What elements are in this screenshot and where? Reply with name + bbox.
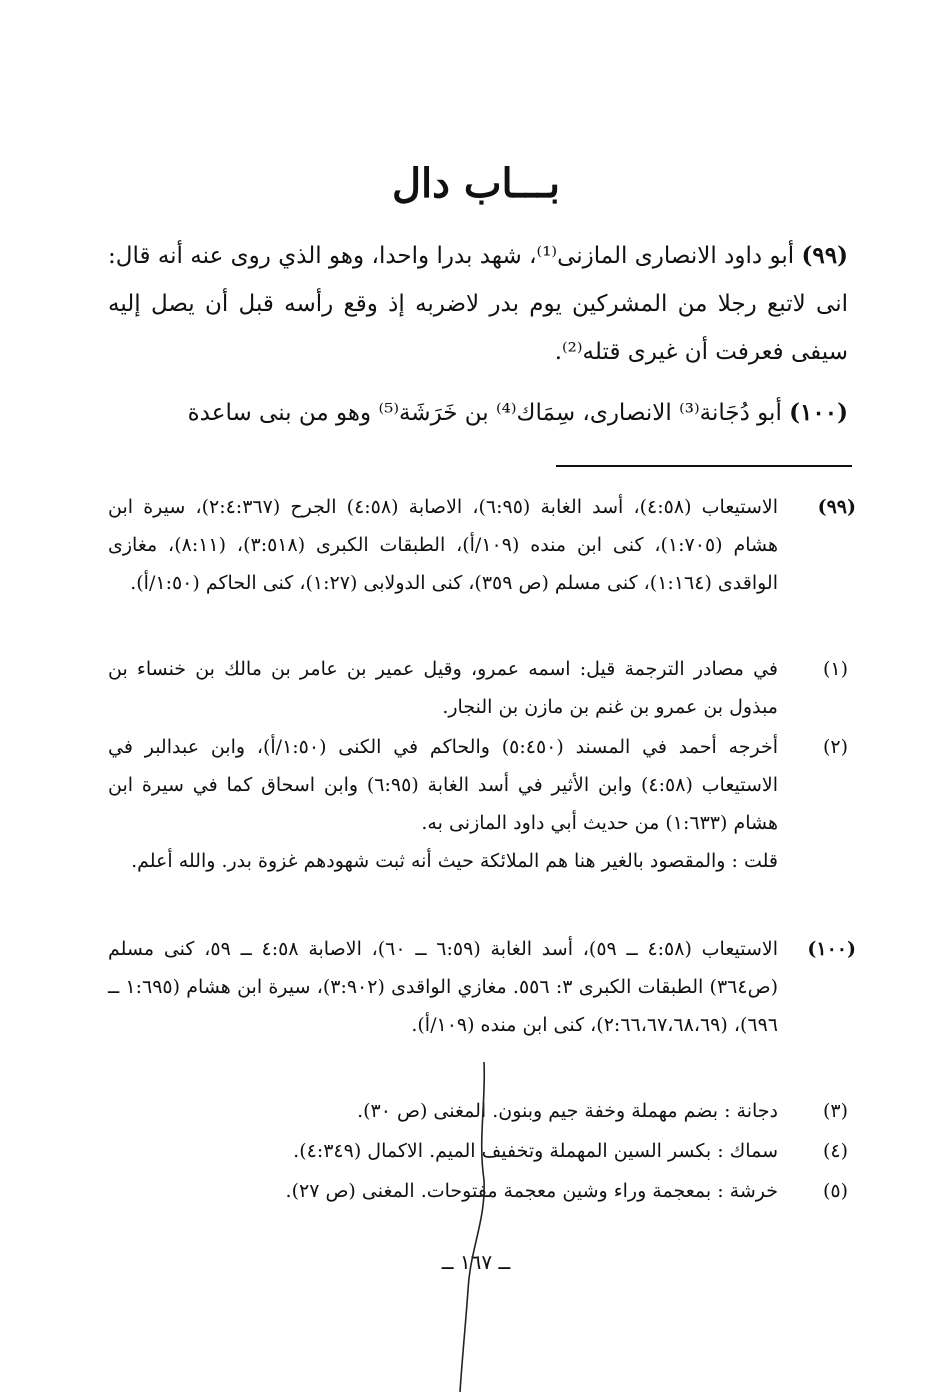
footnote-number: (٣): [822, 1100, 848, 1122]
entry-text: أبو دُجَانة⁽³⁾ الانصارى، سِمَاك⁽⁴⁾ بن خَرَشَة⁽⁵⁾ وهو من بنى ساعدة: [187, 400, 782, 426]
footnote-text: أخرجه أحمد في المسند (٥:٤٥٠) والحاكم في الكنى (١:٥٠/أ)، وابن عبدالبر في الاستيعاب (٤:٥٨) وابن الأثير في أسد الغابة (٦:٩٥) وابن اسحاق كما في سيرة ابن هشام (١:٦٣٣) من حديث أبي داود المازنى به.: [108, 736, 779, 834]
entry-number: (٩٩): [801, 242, 849, 269]
footnote-number: (٩٩): [817, 496, 856, 518]
footnote-text: الاستيعاب (٤:٥٨)، أسد الغابة (٦:٩٥)، الاصابة (٤:٥٨) الجرح (٢:٤:٣٦٧)، سيرة ابن هشام (١:٧٠٥)، كنى ابن منده (١٠٩/أ)، الطبقات الكبرى (٣:٥١٨)، (٨:١١)، مغازى الواقدى (١:١٦٤)، كنى مسلم (ص ٣٥٩)، كنى الدولابى (١:٢٧)، كنى الحاكم (١:٥٠/أ).: [108, 496, 778, 594]
chapter-title: بـــاب دال: [391, 160, 561, 207]
footnote-text: في مصادر الترجمة قيل: اسمه عمرو، وقيل عمير بن عامر بن مالك بن خنساء بن مبذول بن عمرو بن غنم بن مازن بن النجار.: [108, 658, 778, 718]
entry-text: أبو داود الانصارى المازنى⁽¹⁾، شهد بدرا واحدا، وهو الذي روى عنه أنه قال: انى لاتبع رجلا من المشركين يوم بدر لاضربه إذ وقع رأسه قبل أن يصل إليه سيفى فعرفت أن غيرى قتله⁽²⁾.: [108, 243, 848, 365]
footnote-text: دجانة : بضم مهملة وخفة جيم وبنون. المغنى (ص ٣٠).: [357, 1100, 778, 1122]
footnote-number: (١): [822, 658, 848, 680]
footnote-text: الاستيعاب (٤:٥٨ ــ ٥٩)، أسد الغابة (٦:٥٩ ــ ٦٠)، الاصابة ٤:٥٨ ــ ٥٩، كنى مسلم (ص٣٦٤) الطبقات الكبرى ٣: ٥٥٦. مغازي الواقدى (٣:٩٠٢)، سيرة ابن هشام (١:٦٩٥ ــ ٦٩٦)، (٢:٦٦،٦٧،٦٨،٦٩)، كنى ابن منده (١٠٩/أ).: [108, 938, 779, 1036]
footnote-number: (٥): [822, 1180, 848, 1202]
footnote-number: (٢): [822, 736, 848, 758]
footnote-note: قلت : والمقصود بالغير هنا هم الملائكة حيث أنه ثبت شهودهم غزوة بدر. والله أعلم.: [131, 850, 778, 872]
footnote-text: خرشة : بمعجمة وراء وشين معجمة مفتوحات. المغنى (ص ٢٧).: [285, 1180, 778, 1202]
entry-number: (١٠٠): [789, 399, 848, 426]
footnote-number: (٤): [822, 1140, 848, 1162]
footnote-text: سماك : بكسر السين المهملة وتخفيف الميم. الاكمال (٤:٣٤٩).: [293, 1140, 778, 1162]
page-number: ــ ١٦٧ ــ: [441, 1250, 511, 1274]
footnote-number: (١٠٠): [807, 938, 856, 960]
